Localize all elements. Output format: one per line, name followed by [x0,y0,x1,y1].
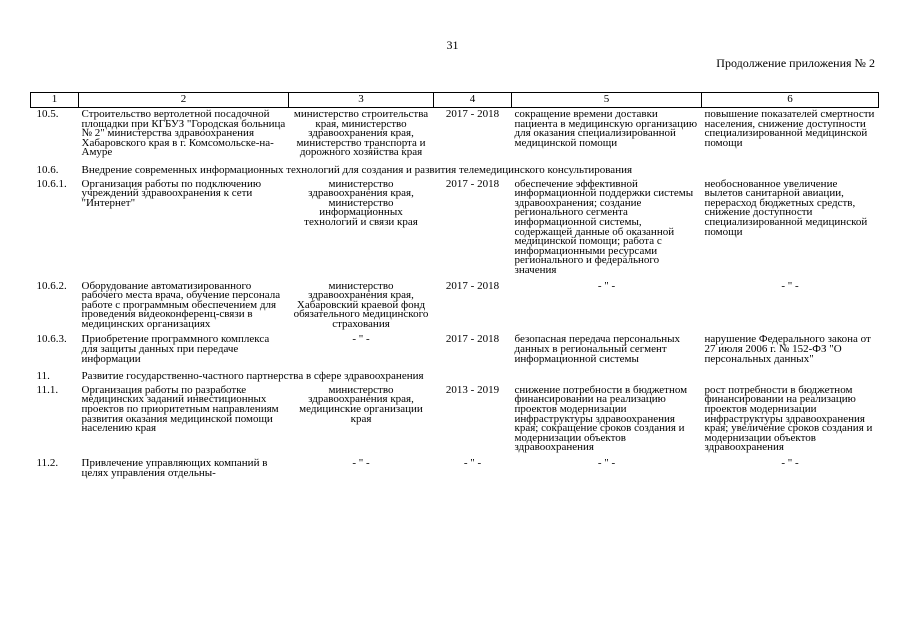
item-action: Организация работы по подключению учреждений здравоохранения к сети "Интернет" [81,177,262,209]
item-result: - " - [597,279,616,292]
item-period: 2013 - 2019 [445,383,500,396]
item-executor: министерство здравоохранения края, медицинские организации края [299,383,423,425]
item-action: Строительство вертолетной посадочной площадки при КГБУЗ "Городская больница № 2" министерства здравоохранения Хабаровского края в г. Комсомольске-на-Амуре [81,108,286,159]
table-row [31,457,879,482]
item-number: 10.6.2. [36,279,67,292]
item-period: 2017 - 2018 [445,333,500,346]
item-executor: министерство здравоохранения края, министерство информационных технологий и связи края [304,177,418,228]
item-period: - " - [463,457,482,469]
item-consequence: необоснованное увеличение вылетов санитарной авиации, перерасход бюджетных средств, снижение доступности специализированной медицинской помощи [704,177,868,238]
table-row [31,178,879,280]
continuation-label: Продолжение приложения № 2 [716,56,875,70]
col-header-5: 5 [512,93,702,108]
item-consequence: повышение показателей смертности населения, снижение доступности специализированной медицинской помощи [704,108,875,149]
item-action: Привлечение управляющих компаний в целях управления отдельны- [81,457,268,479]
item-consequence: рост потребности в бюджетном финансировании на реализацию проектов модернизации инфраструктуры здравоохранения края; увеличение сроков создания и модернизации объектов здравоохранения [704,383,873,454]
table-row [31,333,879,368]
item-consequence: - " - [781,457,799,469]
item-executor: - " - [352,333,370,346]
section-number: 11. [36,370,50,383]
item-period: 2017 - 2018 [445,279,500,292]
item-consequence: нарушение Федерального закона от 27 июля 2006 г. № 152-ФЗ "О персональных данных" [704,333,871,365]
table-body [31,108,879,483]
item-number: 11.2. [36,457,59,469]
col-header-3: 3 [289,93,434,108]
item-executor: министерство строительства края, министерство здравоохранения края, министерство транспорта и дорожного хозяйства края [293,108,429,159]
col-header-6: 6 [702,93,879,108]
item-action: Приобретение программного комплекса для защиты данных при передаче информации [81,333,270,365]
item-number: 10.6.1. [36,177,67,190]
table-row [31,384,879,457]
section-title: Развитие государственно-частного партнерства в сфере здравоохранения [81,370,424,383]
item-period: 2017 - 2018 [445,108,500,120]
item-result: сокращение времени доставки пациента в медицинскую организацию для оказания специализированной медицинской помощи [514,108,698,149]
table-row [31,108,879,162]
item-action: Организация работы по разработке медицинских заданий инвестиционных проектов по приоритетным направлениям развития оказания медицинской помощи населению края [81,383,279,435]
item-consequence: - " - [781,279,799,292]
table-row [31,280,879,334]
col-header-4: 4 [434,93,512,108]
section-row [31,368,879,384]
item-number: 10.5. [36,108,59,120]
item-action: Оборудование автоматизированного рабочего места врача, обучение персонала работе с программным обеспечением для проведения видеоконференц-связи в медицинских организациях [81,279,281,330]
col-header-1: 1 [31,93,79,108]
item-executor: министерство здравоохранения края, Хабаровский краевой фонд обязательного медицинского страхования [293,279,429,330]
table-header [31,93,879,108]
col-header-2: 2 [79,93,289,108]
item-result: обеспечение эффективной информационной поддержки системы здравоохранения; создание регионального сегмента информационной системы, содержащей данные об оказанной медицинской помощи; работа с информационными ресурсами регионального и федерального значения [514,177,694,276]
section-title: Внедрение современных информационных технологий для создания и развития телемедицинского консультирования [81,163,633,176]
item-number: 10.6.3. [36,333,67,346]
item-period: 2017 - 2018 [445,177,500,190]
section-row [31,162,879,178]
item-number: 11.1. [36,383,59,396]
section-number: 10.6. [36,163,59,176]
item-executor: - " - [352,457,370,469]
item-result: снижение потребности в бюджетном финансировании на реализацию проектов модернизации инфраструктуры здравоохранения края; сокращение сроков создания и модернизации объектов здравоохранения [514,383,688,454]
item-result: - " - [597,457,616,469]
page-number: 31 [446,38,459,52]
item-result: безопасная передача персональных данных в региональный сегмент информационной системы [514,333,680,365]
measures-table [30,92,879,482]
